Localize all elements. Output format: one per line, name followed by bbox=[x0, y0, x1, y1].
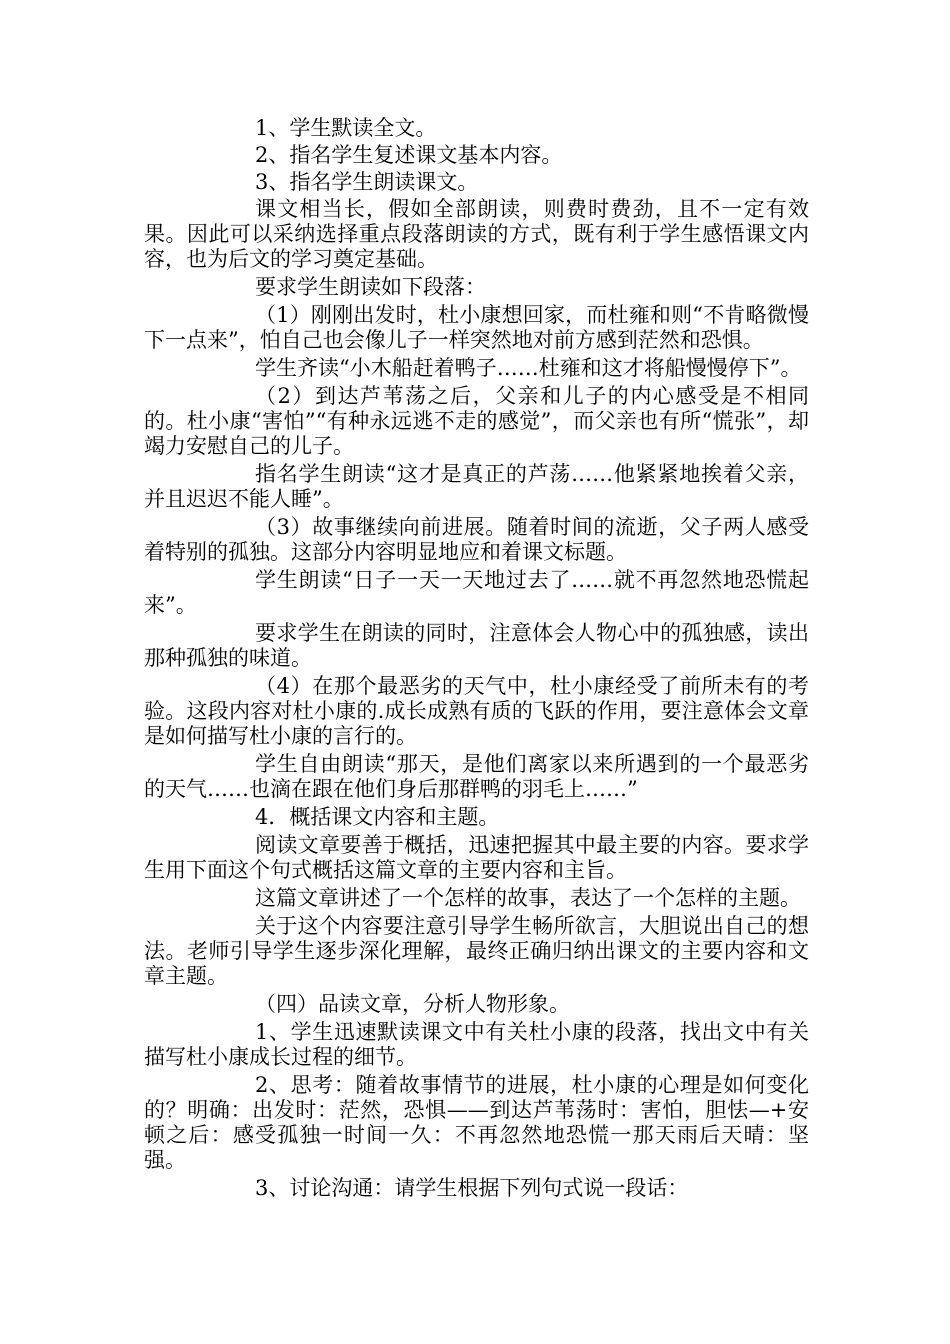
reading-method-note: 课文相当长，假如全部朗读，则费时费劲，且不一定有效果。因此可以采纳选择重点段落朗读的方式，既有利于学生感悟课文内容，也为后文的学习奠定基础。 bbox=[144, 197, 809, 271]
analysis-step-1: 1、学生迅速默读课文中有关杜小康的段落，找出文中有关描写杜小康成长过程的细节。 bbox=[144, 1020, 809, 1069]
summary-method: 阅读文章要善于概括，迅速把握其中最主要的内容。要求学生用下面这个句式概括这篇文章的主要内容和主旨。 bbox=[144, 833, 809, 882]
reading-requirement: 要求学生在朗读的同时，注意体会人物心中的孤独感，读出那种孤独的味道。 bbox=[144, 621, 809, 670]
step-summarize-theme: 4．概括课文内容和主题。 bbox=[255, 805, 500, 829]
paragraph-point-4: （4）在那个最恶劣的天气中，杜小康经受了前所未有的考验。这段内容对杜小康的.成长成熟有质的飞跃的作用，要注意体会文章是如何描写杜小康的言行的。 bbox=[144, 674, 809, 748]
reading-instruction-1: 学生齐读“小木船赶着鸭子……杜雍和这才将船慢慢停下”。 bbox=[255, 356, 802, 380]
analysis-step-2: 2、思考：随着故事情节的进展，杜小康的心理是如何变化的？明确：出发时：茫然，恐惧——到达芦苇荡时：害怕，胆怯—+安顿之后：感受孤独一时间一久：不再忽然地恐慌一那天雨后天晴：坚强。 bbox=[144, 1073, 809, 1172]
analysis-step-3: 3、讨论沟通：请学生根据下列句式说一段话： bbox=[255, 1176, 689, 1200]
reading-instruction-3: 学生朗读“日子一天一天地过去了……就不再忽然地恐慌起来”。 bbox=[144, 568, 809, 617]
summary-sentence-pattern: 这篇文章讲述了一个怎样的故事，表达了一个怎样的主题。 bbox=[255, 886, 801, 910]
reading-instruction-2: 指名学生朗读“这才是真正的芦荡……他紧紧地挨着父亲，并且迟迟不能人睡”。 bbox=[144, 462, 809, 511]
step-read-aloud: 3、指名学生朗读课文。 bbox=[255, 170, 479, 194]
paragraph-point-1: （1）刚刚出发时，杜小康想回家，而杜雍和则“不肯略微慢下一点来”，怕自己也会像儿子一样突然地对前方感到茫然和恐惧。 bbox=[144, 303, 809, 352]
step-retell-content: 2、指名学生复述课文基本内容。 bbox=[255, 143, 563, 167]
section-heading-character-analysis: （四）品读文章，分析人物形象。 bbox=[255, 992, 570, 1016]
step-silent-reading: 1、学生默读全文。 bbox=[255, 116, 437, 140]
summary-guidance: 关于这个内容要注意引导学生畅所欲言，大胆说出自己的想法。老师引导学生逐步深化理解，最终正确归纳出课文的主要内容和文章主题。 bbox=[144, 914, 809, 988]
reading-paragraphs-intro: 要求学生朗读如下段落： bbox=[255, 275, 486, 299]
document-body bbox=[144, 116, 809, 1204]
paragraph-point-2: （2）到达芦苇荡之后，父亲和儿子的内心感受是不相同的。杜小康“害怕”“有种永远逃不走的感觉”，而父亲也有所“慌张”，却竭力安慰自己的儿子。 bbox=[144, 384, 809, 458]
paragraph-point-3: （3）故事继续向前进展。随着时间的流逝，父子两人感受着特别的孤独。这部分内容明显地应和着课文标题。 bbox=[144, 515, 809, 564]
reading-instruction-4: 学生自由朗读“那天，是他们离家以来所遇到的一个最恶劣的天气……也滴在跟在他们身后那群鸭的羽毛上……” bbox=[144, 752, 809, 801]
